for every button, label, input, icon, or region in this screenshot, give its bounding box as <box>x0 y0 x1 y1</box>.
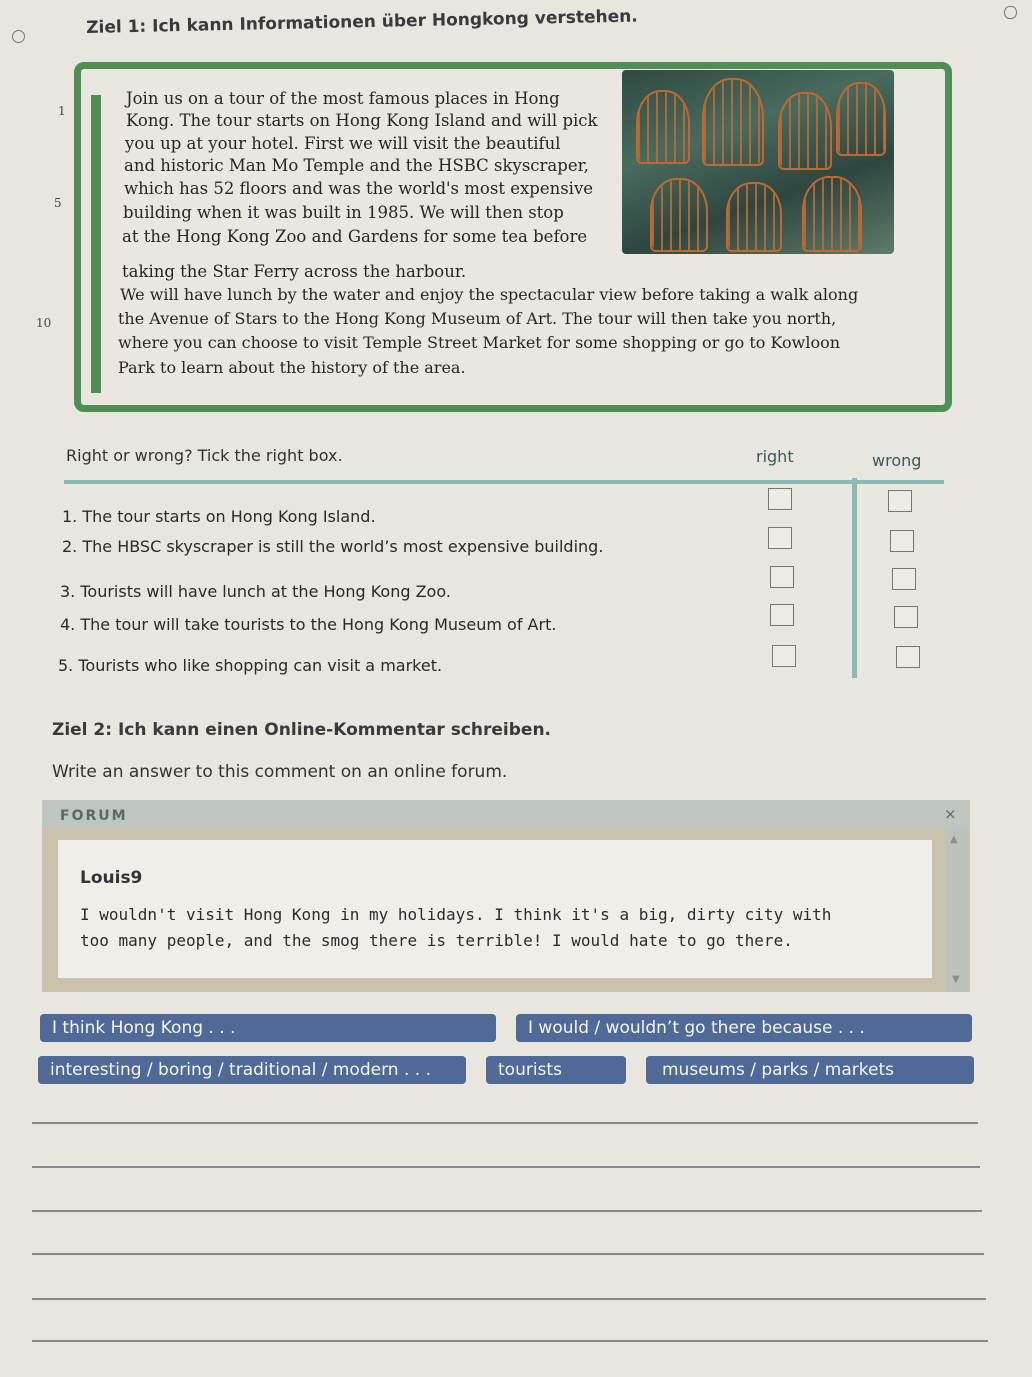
reading-line: Join us on a tour of the most famous places in Hong <box>126 89 560 108</box>
writing-task: Write an answer to this comment on an online forum. <box>52 762 508 782</box>
quiz-instruction: Right or wrong? Tick the right box. <box>66 446 343 465</box>
punch-hole <box>1004 6 1017 19</box>
reading-line: where you can choose to visit Temple Street Market for some shopping or go to Kowloon <box>118 333 841 352</box>
wrong-checkbox-4[interactable] <box>894 606 918 628</box>
forum-comment-line: I wouldn't visit Hong Kong in my holidays. I think it's a big, dirty city with <box>80 905 832 924</box>
bird-cage-photo <box>622 70 894 254</box>
statement-2: 2. The HBSC skyscraper is still the world’s most expensive building. <box>62 537 604 556</box>
close-icon[interactable]: × <box>944 805 957 823</box>
punch-hole <box>12 30 25 43</box>
reading-line: and historic Man Mo Temple and the HSBC skyscraper, <box>124 156 589 175</box>
writing-line[interactable] <box>32 1298 986 1300</box>
right-checkbox-3[interactable] <box>770 566 794 588</box>
writing-line[interactable] <box>32 1340 988 1342</box>
right-checkbox-4[interactable] <box>770 604 794 626</box>
right-checkbox-2[interactable] <box>768 527 792 549</box>
forum-title-bar <box>42 800 970 828</box>
wrong-column-header: wrong <box>872 451 922 470</box>
phrase-places: museums / parks / markets <box>646 1056 974 1084</box>
reading-line: the Avenue of Stars to the Hong Kong Museum of Art. The tour will then take you north, <box>118 309 837 328</box>
reading-box-bar <box>91 95 101 393</box>
goal-2-heading: Ziel 2: Ich kann einen Online-Kommentar schreiben. <box>52 720 552 740</box>
line-number: 10 <box>36 316 52 330</box>
statement-4: 4. The tour will take tourists to the Hong Kong Museum of Art. <box>60 615 557 634</box>
right-checkbox-1[interactable] <box>768 488 792 510</box>
writing-line[interactable] <box>32 1210 982 1212</box>
scroll-down-icon[interactable]: ▼ <box>952 974 960 985</box>
wrong-checkbox-5[interactable] <box>896 646 920 668</box>
reading-line: Kong. The tour starts on Hong Kong Island and will pick <box>126 111 598 130</box>
reading-line: taking the Star Ferry across the harbour. <box>122 262 467 281</box>
phrase-tourists: tourists <box>486 1056 626 1084</box>
statement-5: 5. Tourists who like shopping can visit a market. <box>58 656 443 675</box>
reading-line: building when it was built in 1985. We will then stop <box>123 203 564 222</box>
wrong-checkbox-3[interactable] <box>892 568 916 590</box>
reading-line: you up at your hotel. First we will visit the beautiful <box>125 134 561 153</box>
reading-line: at the Hong Kong Zoo and Gardens for some tea before <box>122 227 588 246</box>
forum-title: FORUM <box>60 808 128 824</box>
forum-comment-line: too many people, and the smog there is terrible! I would hate to go there. <box>80 931 793 950</box>
forum-username: Louis9 <box>80 868 143 888</box>
statement-1: 1. The tour starts on Hong Kong Island. <box>62 507 376 526</box>
right-checkbox-5[interactable] <box>772 645 796 667</box>
forum-scrollbar[interactable] <box>946 828 968 992</box>
reading-line: We will have lunch by the water and enjoy the spectacular view before taking a walk along <box>120 285 859 304</box>
quiz-divider <box>64 480 944 484</box>
line-number: 5 <box>54 196 62 210</box>
phrase-i-think: I think Hong Kong . . . <box>40 1014 496 1042</box>
writing-line[interactable] <box>32 1122 978 1124</box>
reading-line: Park to learn about the history of the area. <box>118 358 466 377</box>
writing-line[interactable] <box>32 1166 980 1168</box>
reading-line: which has 52 floors and was the world's most expensive <box>124 179 594 198</box>
right-column-header: right <box>756 447 794 466</box>
wrong-checkbox-1[interactable] <box>888 490 912 512</box>
writing-line[interactable] <box>32 1253 984 1255</box>
phrase-i-would: I would / wouldn’t go there because . . . <box>516 1014 972 1042</box>
quiz-column-divider <box>852 478 857 678</box>
goal-1-heading: Ziel 1: Ich kann Informationen über Hongkong verstehen. <box>86 6 638 38</box>
wrong-checkbox-2[interactable] <box>890 530 914 552</box>
statement-3: 3. Tourists will have lunch at the Hong Kong Zoo. <box>60 582 451 601</box>
line-number: 1 <box>58 104 66 118</box>
phrase-adjectives: interesting / boring / traditional / modern . . . <box>38 1056 466 1084</box>
scroll-up-icon[interactable]: ▲ <box>950 834 958 845</box>
